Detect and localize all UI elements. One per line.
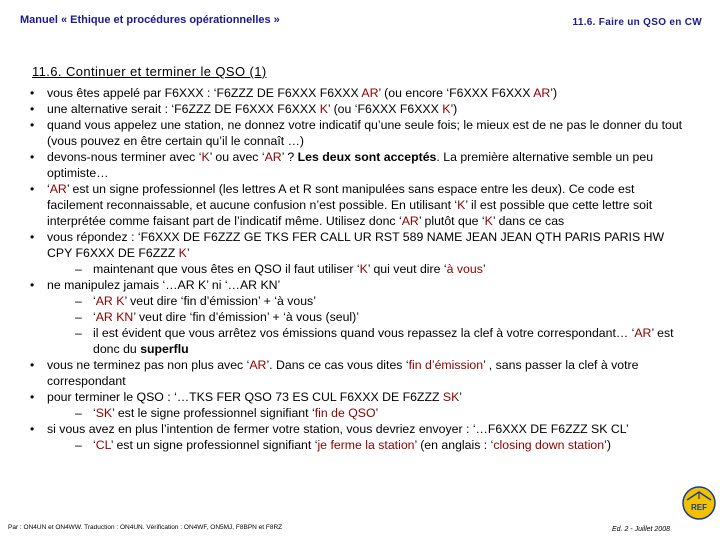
footer-credits: Par : ON4UN et ON4WW. Traduction : ON4UN. Vérification : ON4WF, ON5MJ, F8BPN et F8RZ (8, 524, 283, 531)
logo-text: REF (691, 503, 707, 512)
bullet-1: • vous êtes appelé par F6XXX : ‘F6ZZZ DE F6XXX F6XXX AR’ (ou encore ‘F6XXX F6XXX AR’) (30, 85, 690, 101)
sub-list (47, 261, 690, 277)
header-manual-title: Manuel « Ethique et procédures opérationnelles » (20, 14, 280, 26)
bullet-9: • pour terminer le QSO : ‘…TKS FER QSO 73 ES CUL F6XXX DE F6ZZZ SK’ – ‘SK’ est le signe professionnel signifiant ‘fin de QSO’ (30, 389, 690, 421)
sub-bullet: – ‘SK’ est le signe professionnel signifiant ‘fin de QSO’ (47, 405, 690, 421)
sub-list (47, 405, 690, 421)
bullet-8: • vous ne terminez pas non plus avec ‘AR’. Dans ce cas vous dites ‘fin d’émission’ , sans passer la clef à votre correspondant (30, 357, 690, 389)
sub-list (47, 293, 690, 357)
sub-bullet: – ‘AR KN’ veut dire ‘fin d’émission’ + ‘à vous (seul)’ (47, 309, 690, 325)
header-section-title: 11.6. Faire un QSO en CW (572, 17, 702, 28)
ref-logo (682, 486, 716, 520)
bullet-3: • quand vous appelez une station, ne donnez votre indicatif qu’une seule fois; le mieux est de ne pas le donner du tout (vous pouvez en être certain qu’il le connaît …) (30, 117, 690, 149)
bullet-6: • vous répondez : ‘F6XXX DE F6ZZZ GE TKS FER CALL UR RST 589 NAME JEAN JEAN QTH PARIS PARIS HW CPY F6XXX DE F6ZZZ K’ – maintenant que vous êtes en QSO il faut utiliser ‘K’ qui veut dire ‘à vous’ (30, 229, 690, 277)
bullet-10: • si vous avez en plus l’intention de fermer votre station, vous devriez envoyer : ‘…F6XXX DE F6ZZZ SK CL’ – ‘CL’ est un signe professionnel signifiant ‘je ferme la station’ (en anglais : ‘closing down station’) (30, 421, 690, 453)
bullet-7: • ne manipulez jamais ‘…AR K’ ni ‘…AR KN’ – ‘AR K’ veut dire ‘fin d’émission’ + ‘à vous’ – ‘AR KN’ veut dire ‘fin d’émission’ + ‘à vous (seul)’ – il est évident que vous arrêtez vos émissions quand vous repassez la clef à votre correspondant… ‘AR’ est donc du superflu (30, 277, 690, 357)
bullet-2: • une alternative serait : ‘F6ZZZ DE F6XXX F6XXX K’ (ou ‘F6XXX F6XXX K’) (30, 101, 690, 117)
page-title: 11.6. Continuer et terminer le QSO (1) (32, 64, 267, 79)
footer-edition: Ed. 2 - Juillet 2008 (612, 526, 670, 533)
bullet-4: • devons-nous terminer avec ‘K’ ou avec ‘AR’ ? Les deux sont acceptés. La première alternative semble un peu optimiste… (30, 149, 690, 181)
sub-bullet: – il est évident que vous arrêtez vos émissions quand vous repassez la clef à votre correspondant… ‘AR’ est donc du superflu (47, 325, 690, 357)
bullet-5: • ‘AR’ est un signe professionnel (les lettres A et R sont manipulées sans espace entre les deux). Ce code est facilement reconnaissable, et aucune confusion n’est possible. En utilisant ‘K’ il est possible que cette lettre soit interprétée comme faisant part de l’indicatif même. Utilisez donc ‘AR’ plutôt que ‘K’ dans ce cas (30, 181, 690, 229)
sub-bullet: – ‘CL’ est un signe professionnel signifiant ‘je ferme la station’ (en anglais : ‘closing down station’) (47, 437, 690, 453)
sub-bullet: – ‘AR K’ veut dire ‘fin d’émission’ + ‘à vous’ (47, 293, 690, 309)
sub-list (47, 437, 690, 453)
content-body (30, 85, 690, 453)
bullet-list (30, 85, 690, 453)
sub-bullet: – maintenant que vous êtes en QSO il faut utiliser ‘K’ qui veut dire ‘à vous’ (47, 261, 690, 277)
